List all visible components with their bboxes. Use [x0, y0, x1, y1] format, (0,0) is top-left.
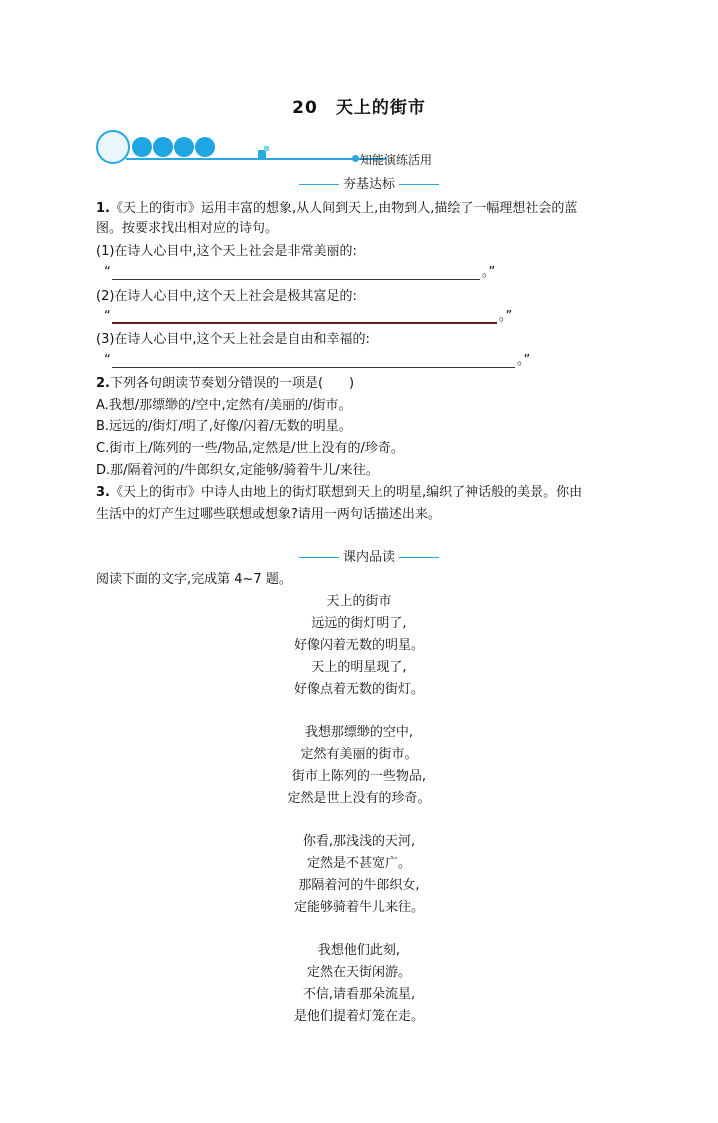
banner-divider	[126, 158, 386, 160]
section-heading-text: 夯基达标	[343, 177, 396, 192]
poem-line: 是他们提着灯笼在走。	[293, 1009, 424, 1024]
poem-line: 定然是不甚宽广。	[306, 856, 411, 871]
brush-icon	[96, 130, 130, 164]
answer-blank-1[interactable]	[104, 266, 111, 279]
poem-line: 远远的街灯明了,	[311, 616, 407, 631]
poem-line: 我想那缥缈的空中,	[304, 725, 414, 740]
question-text: 《天上的街市》运用丰富的想象,从人间到天上,由物到人,描绘了一幅理想社会的蓝	[109, 201, 578, 216]
option-a: A.我想/那缥缈的/空中,定然有/美丽的/街市。	[96, 398, 352, 413]
question-text: 下列各句朗读节奏划分错误的一项是( )	[109, 376, 355, 391]
poem-title: 天上的街市	[326, 594, 392, 609]
question-1-sub1: (1)在诗人心目中,这个天上社会是非常美丽的:	[96, 244, 357, 259]
question-number: 2.	[96, 376, 110, 391]
question-1-sub3: (3)在诗人心目中,这个天上社会是自由和幸福的:	[96, 332, 370, 347]
decor-dot	[132, 137, 152, 157]
open-quote: “	[104, 309, 111, 324]
reading-instructions: 阅读下面的文字,完成第 4~7 题。	[96, 572, 292, 587]
answer-underline	[112, 279, 480, 280]
decor-square	[264, 146, 269, 151]
question-1-line2: 图。按要求找出相对应的诗句。	[96, 221, 279, 236]
question-3-line2: 生活中的灯产生过哪些联想或想象?请用一两句话描述出来。	[96, 507, 441, 522]
question-1-line1	[96, 202, 577, 215]
poem-line: 好像点着无数的街灯。	[293, 682, 424, 697]
poem-line: 天上的明星现了,	[311, 660, 407, 675]
close-quote: 。”	[482, 265, 496, 280]
question-3-line1	[96, 486, 582, 499]
section-banner	[96, 124, 466, 174]
question-number: 1.	[96, 201, 110, 216]
open-quote: “	[104, 353, 111, 368]
option-b: B.远远的/街灯/明了,好像/闪着/无数的明星。	[96, 419, 352, 434]
close-quote: 。”	[499, 309, 513, 324]
poem-line: 定然是世上没有的珍奇。	[287, 791, 431, 806]
poem-line: 定然在天街闲游。	[306, 965, 411, 980]
question-1-sub2: (2)在诗人心目中,这个天上社会是极其富足的:	[96, 289, 357, 304]
banner-end-dot	[352, 155, 359, 162]
decor-dot	[174, 137, 194, 157]
answer-blank-3[interactable]	[104, 354, 111, 367]
decor-dot	[195, 137, 215, 157]
poem-line: 那隔着河的牛郎织女,	[298, 878, 420, 893]
poem-line: 街市上陈列的一些物品,	[291, 769, 427, 784]
question-number: 3.	[96, 485, 110, 500]
answer-underline	[112, 322, 497, 324]
poem-line: 定然有美丽的街市。	[300, 747, 418, 762]
decor-square	[258, 150, 266, 158]
decor-dot	[153, 137, 173, 157]
question-2-stem	[96, 377, 354, 390]
answer-underline	[112, 367, 515, 368]
answer-blank-2[interactable]	[104, 310, 111, 323]
open-quote: “	[104, 265, 111, 280]
close-quote: 。”	[517, 353, 531, 368]
poem-line: 你看,那浅浅的天河,	[302, 834, 416, 849]
option-d: D.那/隔着河的/牛郎织女,定能够/骑着牛儿/来往。	[96, 463, 379, 478]
poem-line: 好像闪着无数的明星。	[293, 638, 424, 653]
banner-label: 知能演练活用	[360, 153, 433, 167]
section-heading-basic	[295, 178, 443, 191]
question-text: 《天上的街市》中诗人由地上的街灯联想到天上的明星,编织了神话般的美景。你由	[109, 485, 583, 500]
page-title: 20 天上的街市	[292, 98, 426, 118]
section-heading-reading	[295, 551, 443, 564]
poem-line: 我想他们此刻,	[317, 943, 401, 958]
option-c: C.街市上/陈列的一些/物品,定然是/世上没有的/珍奇。	[96, 441, 404, 456]
poem-line: 不信,请看那朵流星,	[302, 987, 416, 1002]
poem-line: 定能够骑着牛儿来往。	[293, 900, 424, 915]
section-heading-text: 课内品读	[343, 550, 396, 565]
